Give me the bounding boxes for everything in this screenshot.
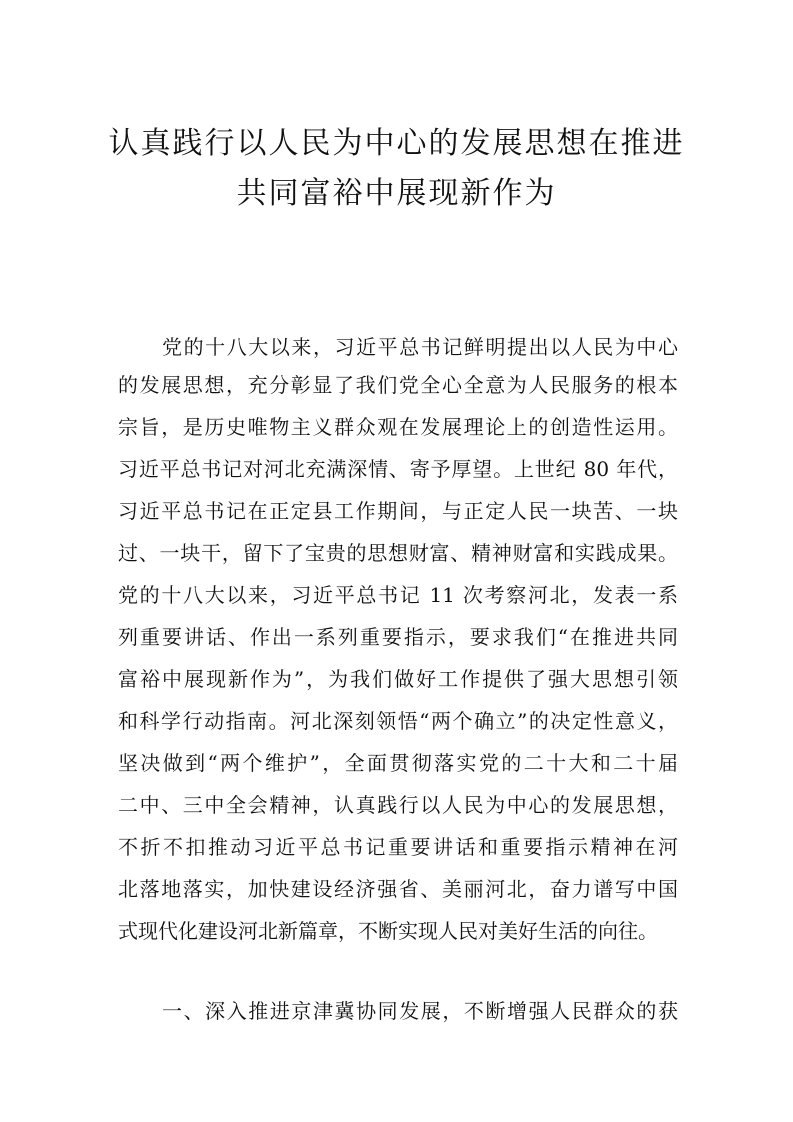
paragraph-line: 和科学行动指南。河北深刻领悟“两个确立”的决定性意义， xyxy=(118,709,678,733)
paragraph-line: 不折不扣推动习近平总书记重要讲话和重要指示精神在河 xyxy=(118,835,678,859)
paragraph-line: 的发展思想，充分彰显了我们党全心全意为人民服务的根本 xyxy=(118,373,678,397)
paragraph-line: 列重要讲话、作出一系列重要指示，要求我们“在推进共同 xyxy=(118,625,678,649)
paragraph-line: 习近平总书记在正定县工作期间，与正定人民一块苦、一块 xyxy=(118,499,678,523)
paragraph-line: 北落地落实，加快建设经济强省、美丽河北，奋力谱写中国 xyxy=(118,877,678,901)
paragraph-line: 富裕中展现新作为”，为我们做好工作提供了强大思想引领 xyxy=(118,667,678,691)
document-title-line-2: 共同富裕中展现新作为 xyxy=(236,176,557,211)
paragraph-line: 党的十八大以来，习近平总书记鲜明提出以人民为中心 xyxy=(162,335,678,359)
paragraph-line: 习近平总书记对河北充满深情、寄予厚望。上世纪 80 年代， xyxy=(118,457,678,481)
paragraph-line: 宗旨，是历史唯物主义群众观在发展理论上的创造性运用。 xyxy=(118,415,678,439)
paragraph-line: 二中、三中全会精神，认真践行以人民为中心的发展思想， xyxy=(118,793,678,817)
paragraph-line: 党的十八大以来，习近平总书记 11 次考察河北，发表一系 xyxy=(118,583,678,607)
section-heading: 一、深入推进京津冀协同发展，不断增强人民群众的获 xyxy=(162,999,678,1023)
paragraph-line: 式现代化建设河北新篇章，不断实现人民对美好生活的向往。 xyxy=(118,919,658,943)
paragraph-line: 过、一块干，留下了宝贵的思想财富、精神财富和实践成果。 xyxy=(118,541,678,565)
document-title-line-1: 认真践行以人民为中心的发展思想在推进 xyxy=(108,126,685,161)
paragraph-line: 坚决做到“两个维护”，全面贯彻落实党的二十大和二十届 xyxy=(118,751,678,775)
